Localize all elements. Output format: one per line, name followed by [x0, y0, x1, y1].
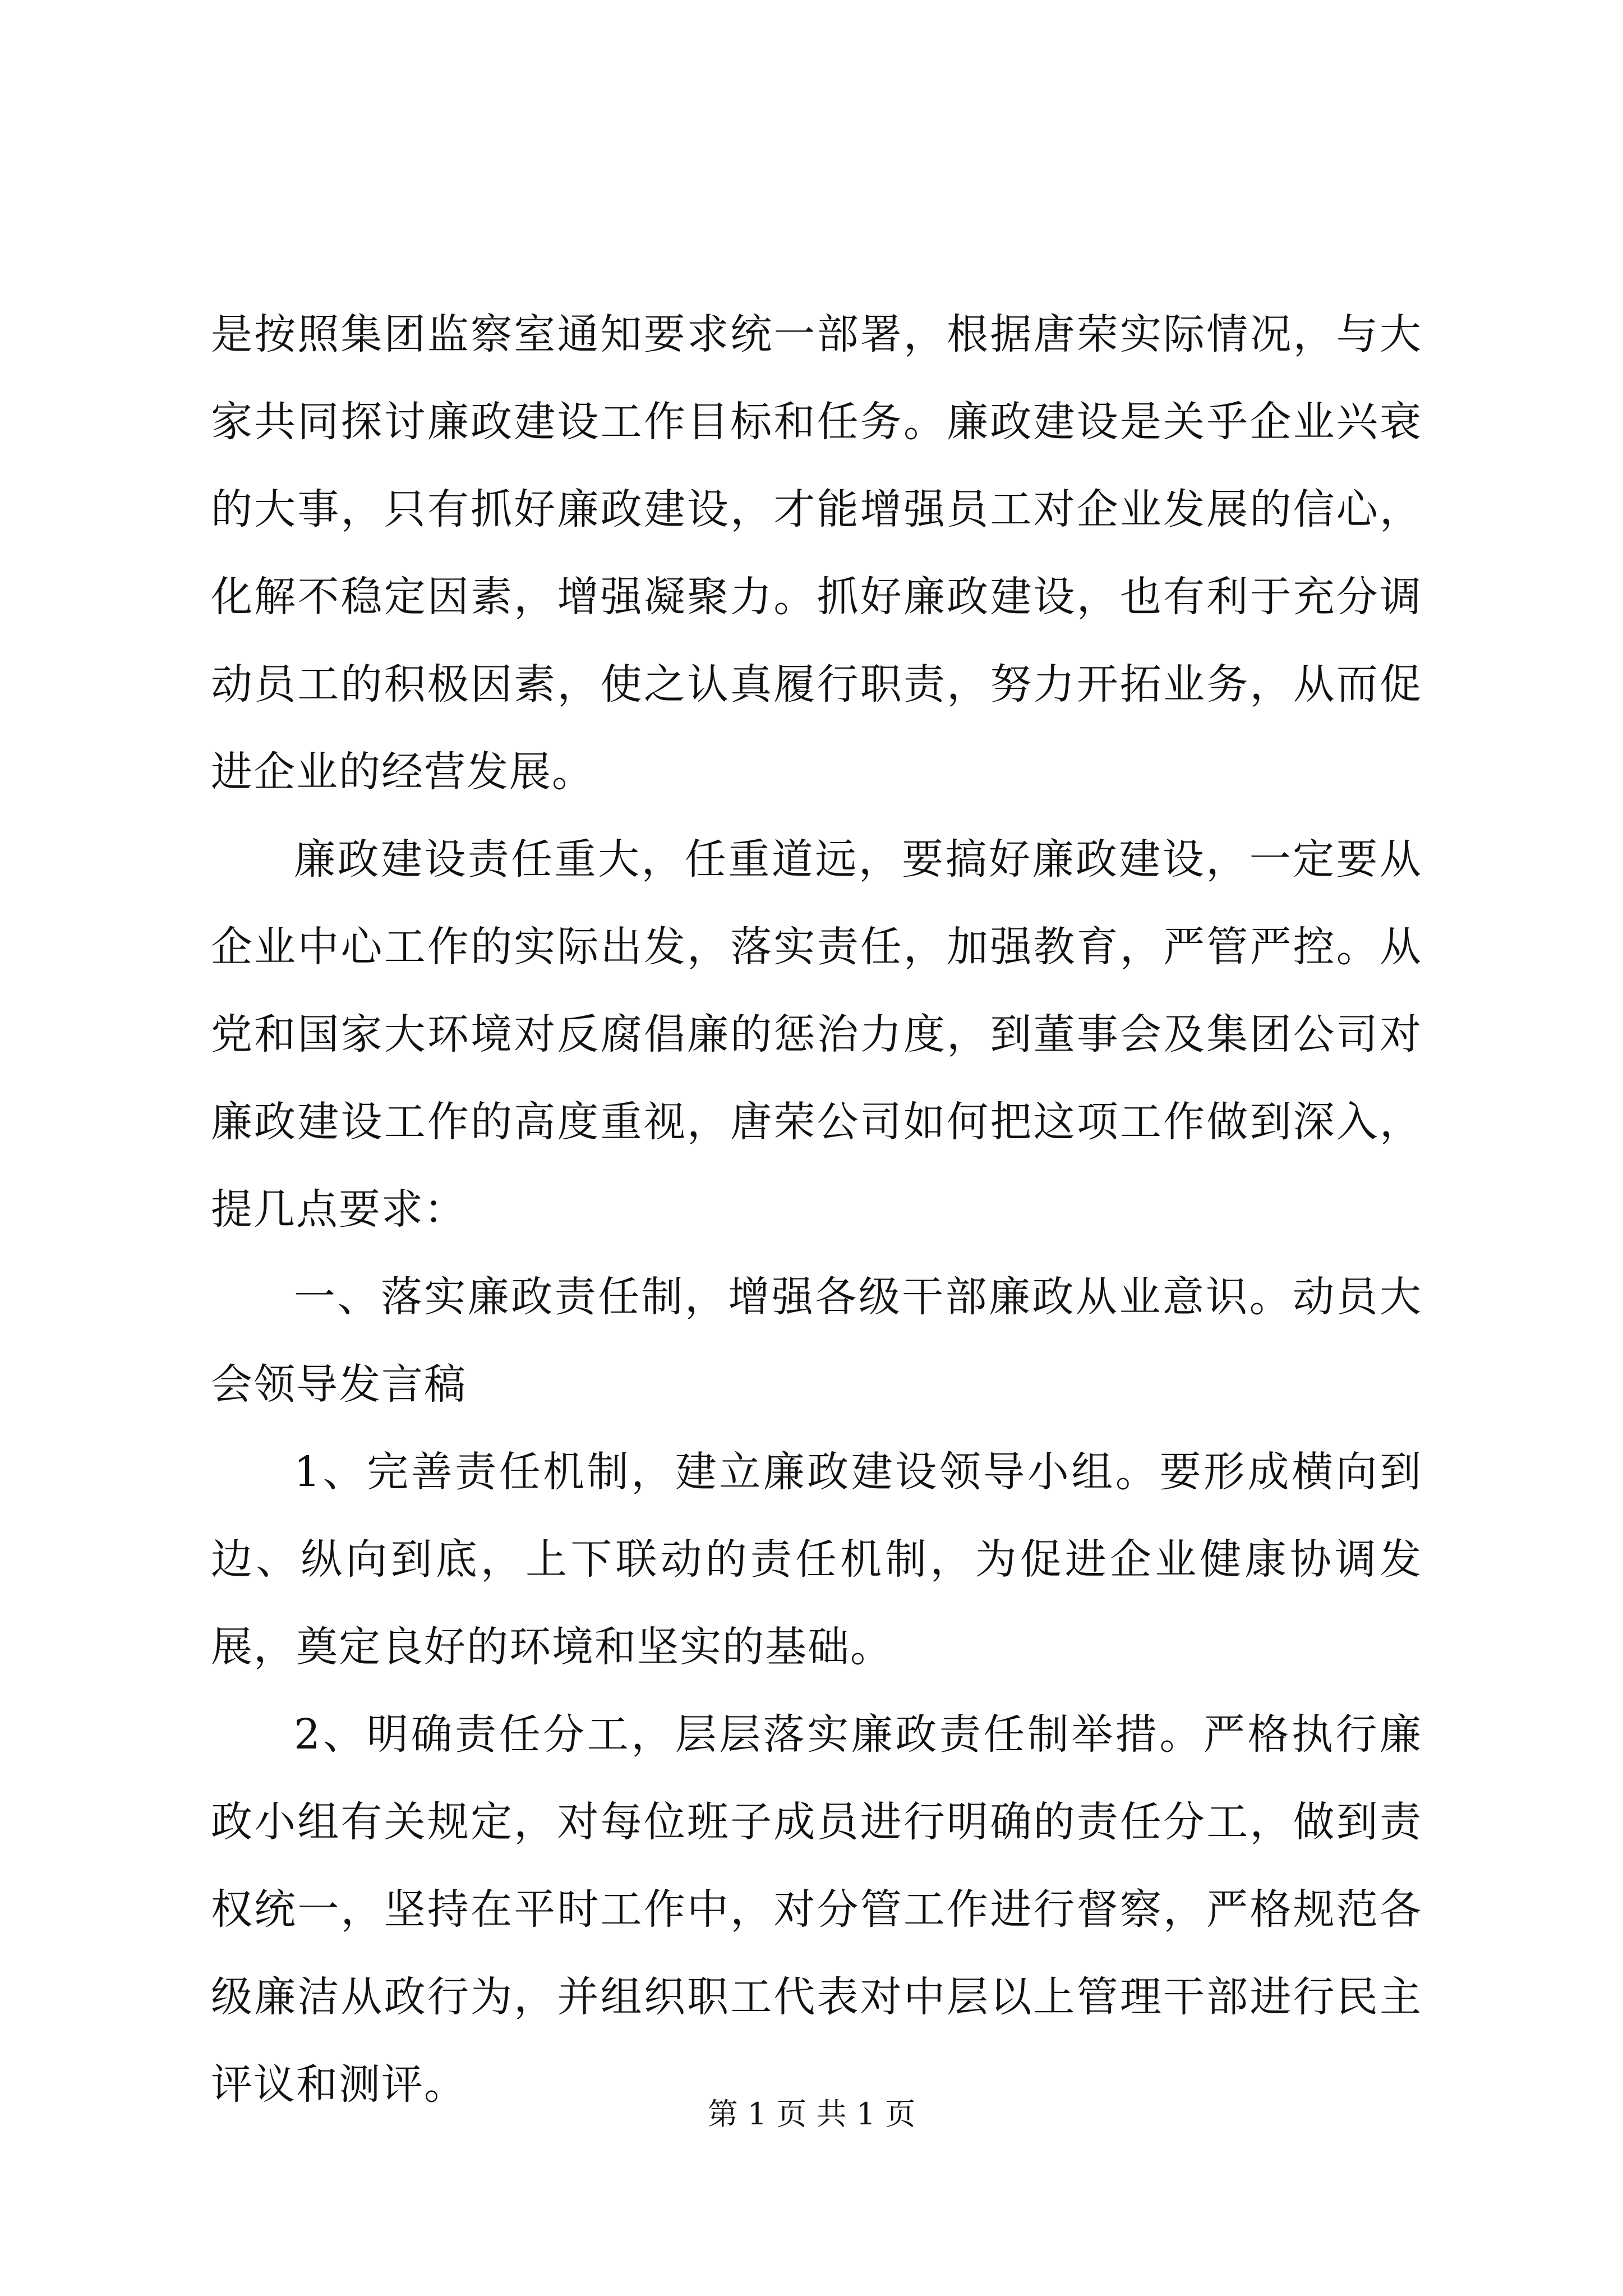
page-footer: 第 1 页 共 1 页 — [707, 2096, 916, 2132]
section-heading-one: 一、落实廉政责任制，增强各级干部廉政从业意识。动员大会领导发言稿 — [211, 1273, 1422, 1409]
paragraph-responsibility: 廉政建设责任重大，任重道远，要搞好廉政建设，一定要从企业中心工作的实际出发，落实责任，加强教育，严管严控。从党和国家大环境对反腐倡廉的惩治力度，到董事会及集团公司对廉政建设工作的高度重视，唐荣公司如何把这项工作做到深入，提几点要求： — [211, 835, 1422, 1234]
document-body — [211, 291, 1422, 2128]
list-item-1: 1、完善责任机制，建立廉政建设领导小组。要形成横向到边、纵向到底，上下联动的责任机制，为促进企业健康协调发展，奠定良好的环境和坚实的基础。 — [211, 1448, 1422, 1671]
paragraph-continuation: 是按照集团监察室通知要求统一部署，根据唐荣实际情况，与大家共同探讨廉政建设工作目标和任务。廉政建设是关乎企业兴衰的大事，只有抓好廉政建设，才能增强员工对企业发展的信心，化解不稳定因素，增强凝聚力。抓好廉政建设，也有利于充分调动员工的积极因素，使之认真履行职责，努力开拓业务，从而促进企业的经营发展。 — [211, 310, 1422, 796]
list-item-2: 2、明确责任分工，层层落实廉政责任制举措。严格执行廉政小组有关规定，对每位班子成员进行明确的责任分工，做到责权统一，坚持在平时工作中，对分管工作进行督察，严格规范各级廉洁从政行为，并组织职工代表对中层以上管理干部进行民主评议和测评。 — [211, 1710, 1422, 2109]
